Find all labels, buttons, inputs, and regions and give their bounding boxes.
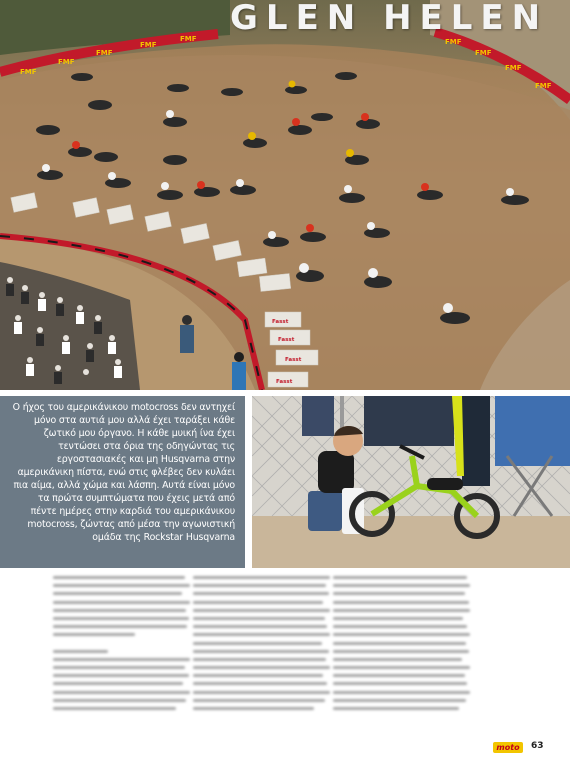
fmf-banner-8: FMF bbox=[505, 64, 522, 72]
fmf-banner-1: FMF bbox=[20, 68, 37, 76]
fmf-banner-4: FMF bbox=[140, 41, 157, 49]
fasst-marker-3: Fasst bbox=[285, 357, 302, 363]
page-number: 63 bbox=[531, 741, 544, 751]
fasst-marker-1: Fasst bbox=[272, 319, 289, 325]
fmf-banner-2: FMF bbox=[58, 58, 75, 66]
article-column-1 bbox=[53, 576, 190, 726]
fmf-banner-6: FMF bbox=[445, 38, 462, 46]
caption-text: Ο ήχος του αμερικάνικου motocross δεν αντηχεί μόνο στα αυτιά μου αλλά έχει ταράξει κάθε ζωτικό μου όργανο. Η κάθε μυική ίνα έχει τεντώσει στα όρια της οδηγώντας τις εργοστασιακές και μη Husqvarna στην αμερικάνικη πίστα, ενώ στις φλέβες δεν κυλάει πια αίμα, αλλά χώμα και λάσπη. Αυτά είναι μόνο τα πρώτα συμπτώματα που έχεις μετά από πέντε ημέρες στην καρδιά του αμερικάνικου motocross, ζώντας από μέσα την αγωνιστική ομάδα της Rockstar Husqvarna bbox=[12, 402, 235, 543]
article-column-3 bbox=[333, 576, 470, 726]
fmf-banner-7: FMF bbox=[475, 49, 492, 57]
fasst-marker-4: Fasst bbox=[276, 379, 293, 385]
magazine-logo: moto bbox=[493, 742, 523, 753]
fasst-marker-2: Fasst bbox=[278, 337, 295, 343]
fmf-banner-9: FMF bbox=[535, 82, 552, 90]
fmf-banner-5: FMF bbox=[180, 35, 197, 43]
hillside-sign: GLEN HELEN bbox=[230, 0, 549, 38]
article-column-2 bbox=[193, 576, 330, 726]
fmf-banner-3: FMF bbox=[96, 49, 113, 57]
caption-box bbox=[0, 396, 245, 568]
child-balance-bike-photo bbox=[252, 396, 570, 568]
